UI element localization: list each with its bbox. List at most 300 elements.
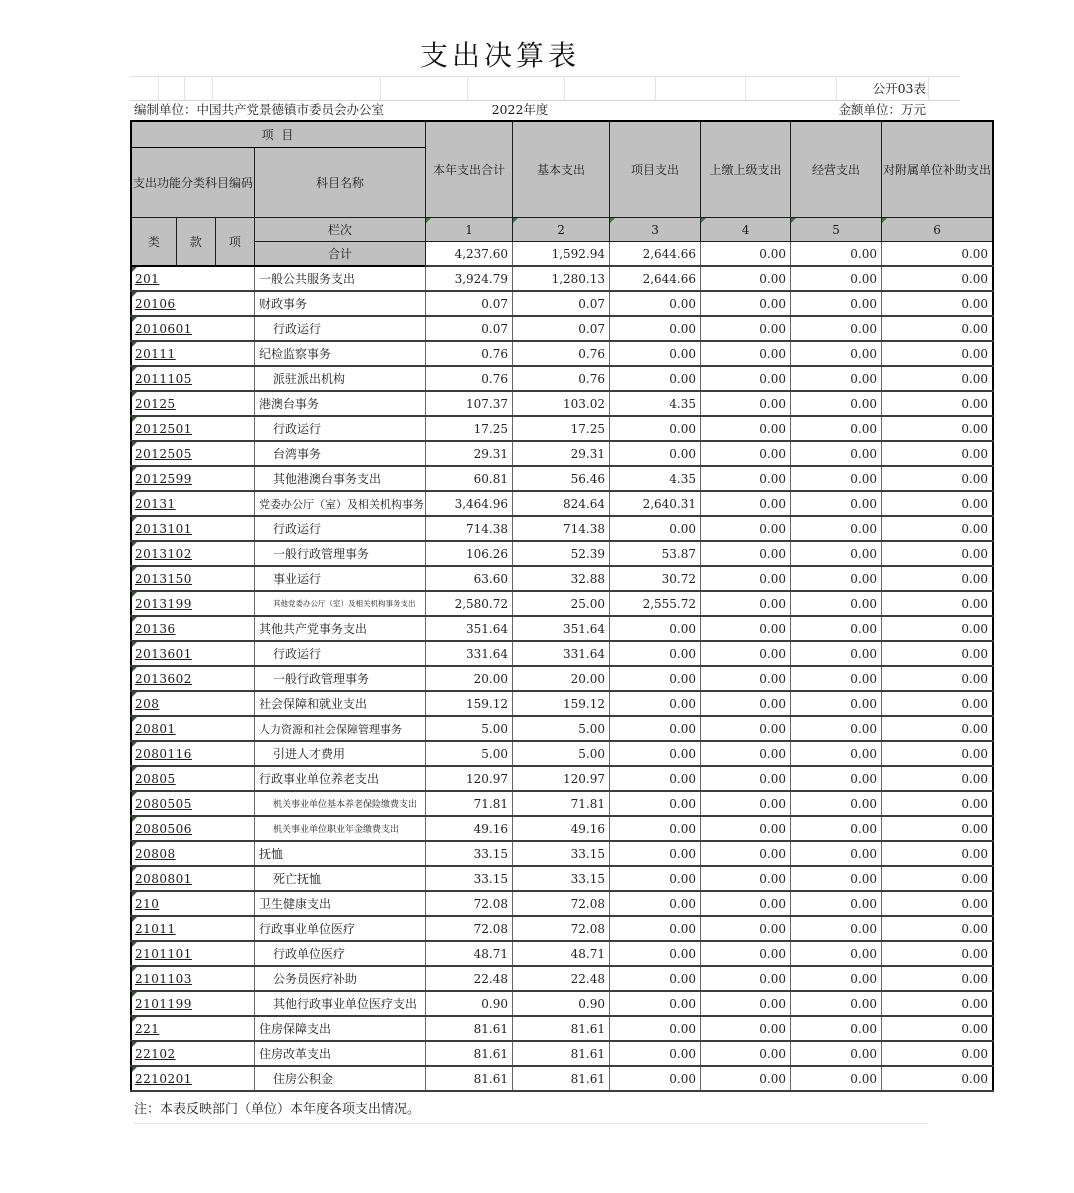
subject-name-cell[interactable]: 其他共产党事务支出 bbox=[255, 616, 426, 641]
code-cell[interactable] bbox=[131, 1066, 255, 1091]
total-value[interactable]: 0.00 bbox=[701, 242, 791, 267]
value-cell[interactable]: 0.00 bbox=[610, 866, 701, 891]
code-cell[interactable] bbox=[131, 341, 255, 366]
value-cell[interactable]: 0.00 bbox=[610, 1016, 701, 1041]
value-cell[interactable]: 0.00 bbox=[610, 441, 701, 466]
value-cell[interactable]: 2,555.72 bbox=[610, 591, 701, 616]
value-cell[interactable]: 0.00 bbox=[882, 616, 994, 641]
value-cell[interactable]: 0.00 bbox=[610, 316, 701, 341]
value-cell[interactable]: 331.64 bbox=[513, 641, 610, 666]
value-cell[interactable]: 714.38 bbox=[426, 516, 513, 541]
code-cell[interactable] bbox=[131, 591, 255, 616]
code-cell[interactable] bbox=[131, 566, 255, 591]
fiscal-year[interactable]: 2022年度 bbox=[491, 102, 549, 117]
value-cell[interactable]: 60.81 bbox=[426, 466, 513, 491]
value-cell[interactable]: 5.00 bbox=[426, 716, 513, 741]
code-cell[interactable] bbox=[131, 466, 255, 491]
value-cell[interactable]: 159.12 bbox=[426, 691, 513, 716]
subject-name-cell[interactable]: 财政事务 bbox=[255, 291, 426, 316]
value-cell[interactable]: 0.00 bbox=[701, 266, 791, 291]
value-cell[interactable]: 0.00 bbox=[610, 366, 701, 391]
subject-name-cell[interactable]: 引进人才费用 bbox=[255, 741, 426, 766]
value-cell[interactable]: 0.00 bbox=[791, 266, 882, 291]
code-cell[interactable] bbox=[131, 491, 255, 516]
value-cell[interactable]: 159.12 bbox=[513, 691, 610, 716]
value-cell[interactable]: 0.00 bbox=[791, 641, 882, 666]
value-cell[interactable]: 0.00 bbox=[701, 741, 791, 766]
value-cell[interactable]: 3,464.96 bbox=[426, 491, 513, 516]
value-cell[interactable]: 0.00 bbox=[791, 291, 882, 316]
value-cell[interactable]: 0.00 bbox=[701, 466, 791, 491]
value-cell[interactable]: 0.00 bbox=[882, 991, 994, 1016]
value-cell[interactable]: 0.00 bbox=[791, 591, 882, 616]
value-cell[interactable]: 0.00 bbox=[882, 866, 994, 891]
value-cell[interactable]: 714.38 bbox=[513, 516, 610, 541]
value-cell[interactable]: 0.00 bbox=[701, 791, 791, 816]
value-cell[interactable]: 0.00 bbox=[791, 541, 882, 566]
value-cell[interactable]: 0.00 bbox=[701, 491, 791, 516]
header-colnum[interactable]: 6 bbox=[882, 218, 994, 242]
value-cell[interactable]: 0.00 bbox=[701, 641, 791, 666]
header-project[interactable]: 项 目 bbox=[131, 121, 426, 148]
value-cell[interactable]: 351.64 bbox=[426, 616, 513, 641]
subject-name-cell[interactable]: 机关事业单位职业年金缴费支出 bbox=[255, 816, 426, 841]
subject-code: 2010601 bbox=[135, 321, 192, 336]
value-cell[interactable]: 56.46 bbox=[513, 466, 610, 491]
value-cell[interactable]: 0.00 bbox=[791, 766, 882, 791]
value-cell[interactable]: 0.00 bbox=[791, 441, 882, 466]
header-colnum[interactable]: 1 bbox=[426, 218, 513, 242]
value-cell[interactable]: 0.00 bbox=[701, 816, 791, 841]
subject-name-cell[interactable]: 公务员医疗补助 bbox=[255, 966, 426, 991]
code-cell[interactable] bbox=[131, 891, 255, 916]
value-cell[interactable]: 71.81 bbox=[426, 791, 513, 816]
value-cell[interactable]: 331.64 bbox=[426, 641, 513, 666]
value-cell[interactable]: 0.07 bbox=[513, 316, 610, 341]
value-cell[interactable]: 0.00 bbox=[791, 616, 882, 641]
value-cell[interactable]: 0.00 bbox=[882, 316, 994, 341]
code-cell[interactable] bbox=[131, 541, 255, 566]
code-cell[interactable] bbox=[131, 641, 255, 666]
subject-name-cell[interactable]: 一般公共服务支出 bbox=[255, 266, 426, 291]
value-cell[interactable]: 0.76 bbox=[426, 366, 513, 391]
code-cell[interactable] bbox=[131, 516, 255, 541]
value-cell[interactable]: 0.00 bbox=[882, 766, 994, 791]
value-cell[interactable]: 1,280.13 bbox=[513, 266, 610, 291]
code-cell[interactable] bbox=[131, 441, 255, 466]
value-cell[interactable]: 0.00 bbox=[882, 691, 994, 716]
value-cell[interactable]: 3,924.79 bbox=[426, 266, 513, 291]
code-cell[interactable] bbox=[131, 416, 255, 441]
value-cell[interactable]: 49.16 bbox=[513, 816, 610, 841]
subject-name-cell[interactable]: 事业运行 bbox=[255, 566, 426, 591]
value-cell[interactable]: 0.00 bbox=[610, 991, 701, 1016]
value-cell[interactable]: 29.31 bbox=[426, 441, 513, 466]
value-cell[interactable]: 0.00 bbox=[791, 966, 882, 991]
value-cell[interactable]: 0.00 bbox=[791, 516, 882, 541]
subject-name-cell[interactable]: 一般行政管理事务 bbox=[255, 541, 426, 566]
value-cell[interactable]: 0.00 bbox=[701, 441, 791, 466]
value-cell[interactable]: 0.00 bbox=[701, 1041, 791, 1066]
value-cell[interactable]: 5.00 bbox=[426, 741, 513, 766]
code-cell[interactable] bbox=[131, 391, 255, 416]
value-cell[interactable]: 0.00 bbox=[610, 416, 701, 441]
value-cell[interactable]: 0.00 bbox=[791, 991, 882, 1016]
value-cell[interactable]: 0.00 bbox=[610, 716, 701, 741]
subject-name-cell[interactable]: 住房保障支出 bbox=[255, 1016, 426, 1041]
total-value[interactable]: 0.00 bbox=[791, 242, 882, 267]
value-cell[interactable]: 72.08 bbox=[426, 891, 513, 916]
value-cell[interactable]: 0.00 bbox=[610, 341, 701, 366]
code-cell[interactable] bbox=[131, 1041, 255, 1066]
subject-name-cell[interactable]: 行政运行 bbox=[255, 316, 426, 341]
value-cell[interactable]: 0.00 bbox=[610, 616, 701, 641]
value-cell[interactable]: 0.00 bbox=[882, 841, 994, 866]
value-cell[interactable]: 0.00 bbox=[701, 841, 791, 866]
total-value[interactable]: 1,592.94 bbox=[513, 242, 610, 267]
value-cell[interactable]: 72.08 bbox=[426, 916, 513, 941]
value-cell[interactable]: 0.07 bbox=[513, 291, 610, 316]
value-cell[interactable]: 0.76 bbox=[513, 341, 610, 366]
code-cell[interactable] bbox=[131, 791, 255, 816]
value-cell[interactable]: 0.00 bbox=[610, 916, 701, 941]
value-cell[interactable]: 120.97 bbox=[426, 766, 513, 791]
subject-name-cell[interactable]: 住房公积金 bbox=[255, 1066, 426, 1091]
value-cell[interactable]: 107.37 bbox=[426, 391, 513, 416]
value-cell[interactable]: 81.61 bbox=[513, 1041, 610, 1066]
value-cell[interactable]: 0.00 bbox=[610, 666, 701, 691]
value-cell[interactable]: 0.00 bbox=[882, 641, 994, 666]
subject-name-cell[interactable]: 台湾事务 bbox=[255, 441, 426, 466]
value-cell[interactable]: 81.61 bbox=[426, 1016, 513, 1041]
code-cell[interactable] bbox=[131, 291, 255, 316]
value-cell[interactable]: 0.00 bbox=[882, 416, 994, 441]
value-cell[interactable]: 2,644.66 bbox=[610, 266, 701, 291]
value-cell[interactable]: 0.00 bbox=[701, 1066, 791, 1091]
subject-name-cell[interactable]: 行政运行 bbox=[255, 416, 426, 441]
value-cell[interactable]: 53.87 bbox=[610, 541, 701, 566]
subject-name-cell[interactable]: 社会保障和就业支出 bbox=[255, 691, 426, 716]
value-cell[interactable]: 0.00 bbox=[882, 666, 994, 691]
value-cell[interactable]: 0.00 bbox=[701, 366, 791, 391]
value-cell[interactable]: 17.25 bbox=[426, 416, 513, 441]
value-cell[interactable]: 0.00 bbox=[610, 841, 701, 866]
value-cell[interactable]: 0.00 bbox=[882, 716, 994, 741]
code-cell[interactable] bbox=[131, 316, 255, 341]
value-cell[interactable]: 824.64 bbox=[513, 491, 610, 516]
header-item[interactable]: 项 bbox=[215, 218, 254, 267]
total-row-label[interactable]: 合计 bbox=[255, 242, 426, 267]
header-func-code[interactable]: 支出功能分类科目编码 bbox=[131, 148, 255, 218]
value-cell[interactable]: 0.00 bbox=[882, 916, 994, 941]
value-cell[interactable]: 0.00 bbox=[791, 891, 882, 916]
subject-name-cell[interactable]: 行政事业单位养老支出 bbox=[255, 766, 426, 791]
code-cell[interactable] bbox=[131, 666, 255, 691]
subject-name-cell[interactable]: 纪检监察事务 bbox=[255, 341, 426, 366]
value-cell[interactable]: 0.00 bbox=[701, 591, 791, 616]
value-cell[interactable]: 0.00 bbox=[701, 716, 791, 741]
value-cell[interactable]: 0.00 bbox=[701, 891, 791, 916]
value-cell[interactable]: 0.00 bbox=[791, 1016, 882, 1041]
table-row bbox=[131, 441, 993, 466]
code-cell[interactable] bbox=[131, 816, 255, 841]
value-cell[interactable]: 0.00 bbox=[882, 941, 994, 966]
value-cell[interactable]: 0.00 bbox=[791, 391, 882, 416]
subject-name-cell[interactable]: 死亡抚恤 bbox=[255, 866, 426, 891]
value-cell[interactable]: 0.00 bbox=[610, 816, 701, 841]
header-colnum[interactable]: 5 bbox=[791, 218, 882, 242]
value-cell[interactable]: 2,640.31 bbox=[610, 491, 701, 516]
subject-name-cell[interactable]: 其他党委办公厅（室）及相关机构事务支出 bbox=[255, 591, 426, 616]
value-cell[interactable]: 4.35 bbox=[610, 466, 701, 491]
header-col-operating[interactable]: 经营支出 bbox=[791, 121, 882, 218]
value-cell[interactable]: 0.00 bbox=[882, 266, 994, 291]
value-cell[interactable]: 0.00 bbox=[701, 766, 791, 791]
value-cell[interactable]: 351.64 bbox=[513, 616, 610, 641]
code-cell[interactable] bbox=[131, 1016, 255, 1041]
subject-name-cell[interactable]: 行政运行 bbox=[255, 516, 426, 541]
value-cell[interactable]: 72.08 bbox=[513, 891, 610, 916]
value-cell[interactable]: 81.61 bbox=[513, 1016, 610, 1041]
value-cell[interactable]: 0.00 bbox=[882, 741, 994, 766]
subject-name-cell[interactable]: 抚恤 bbox=[255, 841, 426, 866]
value-cell[interactable]: 81.61 bbox=[426, 1066, 513, 1091]
code-cell[interactable] bbox=[131, 916, 255, 941]
value-cell[interactable]: 0.00 bbox=[701, 416, 791, 441]
value-cell[interactable]: 0.00 bbox=[610, 791, 701, 816]
value-cell[interactable]: 106.26 bbox=[426, 541, 513, 566]
value-cell[interactable]: 0.00 bbox=[701, 316, 791, 341]
header-lanci[interactable]: 栏次 bbox=[255, 218, 426, 242]
value-cell[interactable]: 33.15 bbox=[426, 866, 513, 891]
value-cell[interactable]: 0.00 bbox=[610, 1066, 701, 1091]
value-cell[interactable]: 22.48 bbox=[426, 966, 513, 991]
value-cell[interactable]: 48.71 bbox=[513, 941, 610, 966]
table-row bbox=[131, 541, 993, 566]
value-cell[interactable]: 0.00 bbox=[791, 1041, 882, 1066]
value-cell[interactable]: 5.00 bbox=[513, 741, 610, 766]
value-cell[interactable]: 0.00 bbox=[882, 541, 994, 566]
header-section[interactable]: 款 bbox=[176, 218, 215, 267]
value-cell[interactable]: 0.00 bbox=[610, 691, 701, 716]
value-cell[interactable]: 0.00 bbox=[610, 941, 701, 966]
code-cell[interactable] bbox=[131, 766, 255, 791]
footnote[interactable]: 注：本表反映部门（单位）本年度各项支出情况。 bbox=[134, 1098, 928, 1124]
value-cell[interactable]: 0.00 bbox=[882, 566, 994, 591]
value-cell[interactable]: 0.00 bbox=[701, 541, 791, 566]
value-cell[interactable]: 0.00 bbox=[791, 316, 882, 341]
value-cell[interactable]: 0.00 bbox=[791, 916, 882, 941]
table-row bbox=[131, 366, 993, 391]
value-cell[interactable]: 0.00 bbox=[882, 591, 994, 616]
value-cell[interactable]: 0.07 bbox=[426, 291, 513, 316]
value-cell[interactable]: 49.16 bbox=[426, 816, 513, 841]
value-cell[interactable]: 0.00 bbox=[701, 666, 791, 691]
value-cell[interactable]: 0.00 bbox=[882, 291, 994, 316]
value-cell[interactable]: 0.00 bbox=[610, 966, 701, 991]
value-cell[interactable]: 0.00 bbox=[791, 341, 882, 366]
value-cell[interactable]: 0.00 bbox=[882, 966, 994, 991]
header-col-upper[interactable]: 上缴上级支出 bbox=[701, 121, 791, 218]
value-cell[interactable]: 0.00 bbox=[791, 366, 882, 391]
subject-name-cell[interactable]: 行政事业单位医疗 bbox=[255, 916, 426, 941]
value-cell[interactable]: 0.00 bbox=[882, 891, 994, 916]
subject-name-cell[interactable]: 卫生健康支出 bbox=[255, 891, 426, 916]
value-cell[interactable]: 0.00 bbox=[882, 1066, 994, 1091]
value-cell[interactable]: 0.00 bbox=[882, 441, 994, 466]
value-cell[interactable]: 0.00 bbox=[701, 941, 791, 966]
value-cell[interactable]: 0.00 bbox=[882, 466, 994, 491]
value-cell[interactable]: 0.00 bbox=[791, 1066, 882, 1091]
value-cell[interactable]: 81.61 bbox=[513, 1066, 610, 1091]
value-cell[interactable]: 30.72 bbox=[610, 566, 701, 591]
value-cell[interactable]: 0.00 bbox=[882, 491, 994, 516]
value-cell[interactable]: 0.00 bbox=[701, 616, 791, 641]
value-cell[interactable]: 0.00 bbox=[610, 741, 701, 766]
value-cell[interactable]: 22.48 bbox=[513, 966, 610, 991]
total-value[interactable]: 4,237.60 bbox=[426, 242, 513, 267]
code-cell[interactable] bbox=[131, 991, 255, 1016]
value-cell[interactable]: 0.00 bbox=[701, 391, 791, 416]
amount-unit[interactable]: 金额单位：万元 bbox=[838, 102, 926, 117]
value-cell[interactable]: 0.00 bbox=[791, 491, 882, 516]
value-cell[interactable]: 120.97 bbox=[513, 766, 610, 791]
value-cell[interactable]: 0.00 bbox=[610, 766, 701, 791]
value-cell[interactable]: 0.00 bbox=[791, 841, 882, 866]
value-cell[interactable]: 0.00 bbox=[791, 566, 882, 591]
value-cell[interactable]: 0.00 bbox=[882, 1041, 994, 1066]
value-cell[interactable]: 0.00 bbox=[610, 891, 701, 916]
subject-name-cell[interactable]: 其他港澳台事务支出 bbox=[255, 466, 426, 491]
subject-name-cell[interactable]: 人力资源和社会保障管理事务 bbox=[255, 716, 426, 741]
value-cell[interactable]: 0.00 bbox=[791, 791, 882, 816]
header-colnum[interactable]: 4 bbox=[701, 218, 791, 242]
code-cell[interactable] bbox=[131, 841, 255, 866]
code-cell[interactable] bbox=[131, 691, 255, 716]
value-cell[interactable]: 33.15 bbox=[513, 866, 610, 891]
value-cell[interactable]: 81.61 bbox=[426, 1041, 513, 1066]
value-cell[interactable]: 0.76 bbox=[426, 341, 513, 366]
value-cell[interactable]: 0.00 bbox=[701, 566, 791, 591]
header-colnum[interactable]: 3 bbox=[610, 218, 701, 242]
value-cell[interactable]: 0.00 bbox=[882, 366, 994, 391]
subject-name-cell[interactable]: 其他行政事业单位医疗支出 bbox=[255, 991, 426, 1016]
value-cell[interactable]: 0.00 bbox=[610, 1041, 701, 1066]
value-cell[interactable]: 0.00 bbox=[882, 1016, 994, 1041]
value-cell[interactable]: 0.00 bbox=[791, 941, 882, 966]
subject-name-cell[interactable]: 港澳台事务 bbox=[255, 391, 426, 416]
value-cell[interactable]: 0.00 bbox=[791, 466, 882, 491]
preparing-unit[interactable]: 编制单位：中国共产党景德镇市委员会办公室 bbox=[134, 102, 385, 117]
value-cell[interactable]: 0.00 bbox=[882, 816, 994, 841]
value-cell[interactable]: 2,580.72 bbox=[426, 591, 513, 616]
value-cell[interactable]: 0.00 bbox=[791, 716, 882, 741]
value-cell[interactable]: 0.00 bbox=[701, 691, 791, 716]
total-value[interactable]: 0.00 bbox=[882, 242, 994, 267]
header-col-subsidy[interactable]: 对附属单位补助支出 bbox=[882, 121, 994, 218]
doc-number[interactable]: 公开03表 bbox=[872, 81, 926, 96]
value-cell[interactable]: 0.00 bbox=[610, 291, 701, 316]
subject-name-cell[interactable]: 党委办公厅（室）及相关机构事务 bbox=[255, 491, 426, 516]
value-cell[interactable]: 52.39 bbox=[513, 541, 610, 566]
subject-name-cell[interactable]: 机关事业单位基本养老保险缴费支出 bbox=[255, 791, 426, 816]
code-cell[interactable] bbox=[131, 366, 255, 391]
header-class[interactable]: 类 bbox=[131, 218, 176, 267]
value-cell[interactable]: 32.88 bbox=[513, 566, 610, 591]
table-row bbox=[131, 491, 993, 516]
value-cell[interactable]: 0.00 bbox=[701, 341, 791, 366]
value-cell[interactable]: 0.00 bbox=[701, 991, 791, 1016]
subject-name-cell[interactable]: 派驻派出机构 bbox=[255, 366, 426, 391]
value-cell[interactable]: 0.00 bbox=[882, 791, 994, 816]
subject-name-cell[interactable]: 住房改革支出 bbox=[255, 1041, 426, 1066]
value-cell[interactable]: 29.31 bbox=[513, 441, 610, 466]
value-cell[interactable]: 0.00 bbox=[701, 516, 791, 541]
value-cell[interactable]: 0.00 bbox=[701, 1016, 791, 1041]
value-cell[interactable]: 0.00 bbox=[882, 516, 994, 541]
code-cell[interactable] bbox=[131, 716, 255, 741]
code-cell[interactable] bbox=[131, 616, 255, 641]
value-cell[interactable]: 0.00 bbox=[882, 391, 994, 416]
value-cell[interactable]: 0.00 bbox=[791, 416, 882, 441]
header-col-project-exp[interactable]: 项目支出 bbox=[610, 121, 701, 218]
value-cell[interactable]: 0.00 bbox=[610, 641, 701, 666]
header-colnum[interactable]: 2 bbox=[513, 218, 610, 242]
value-cell[interactable]: 0.90 bbox=[513, 991, 610, 1016]
value-cell[interactable]: 0.00 bbox=[791, 741, 882, 766]
value-cell[interactable]: 0.00 bbox=[791, 666, 882, 691]
code-cell[interactable] bbox=[131, 266, 255, 291]
header-col-basic[interactable]: 基本支出 bbox=[513, 121, 610, 218]
header-col-total[interactable]: 本年支出合计 bbox=[426, 121, 513, 218]
value-cell[interactable]: 0.07 bbox=[426, 316, 513, 341]
value-cell[interactable]: 33.15 bbox=[426, 841, 513, 866]
code-cell[interactable] bbox=[131, 941, 255, 966]
value-cell[interactable]: 17.25 bbox=[513, 416, 610, 441]
value-cell[interactable]: 0.00 bbox=[701, 916, 791, 941]
value-cell[interactable]: 0.00 bbox=[791, 866, 882, 891]
value-cell[interactable]: 0.00 bbox=[882, 341, 994, 366]
value-cell[interactable]: 71.81 bbox=[513, 791, 610, 816]
value-cell[interactable]: 0.00 bbox=[701, 966, 791, 991]
value-cell[interactable]: 20.00 bbox=[513, 666, 610, 691]
value-cell[interactable]: 0.00 bbox=[791, 691, 882, 716]
value-cell[interactable]: 0.00 bbox=[701, 866, 791, 891]
value-cell[interactable]: 103.02 bbox=[513, 391, 610, 416]
value-cell[interactable]: 5.00 bbox=[513, 716, 610, 741]
subject-name-cell[interactable]: 行政单位医疗 bbox=[255, 941, 426, 966]
value-cell[interactable]: 0.00 bbox=[610, 516, 701, 541]
value-cell[interactable]: 0.00 bbox=[701, 291, 791, 316]
code-cell[interactable] bbox=[131, 966, 255, 991]
value-cell[interactable]: 4.35 bbox=[610, 391, 701, 416]
value-cell[interactable]: 0.76 bbox=[513, 366, 610, 391]
value-cell[interactable]: 48.71 bbox=[426, 941, 513, 966]
value-cell[interactable]: 25.00 bbox=[513, 591, 610, 616]
value-cell[interactable]: 0.00 bbox=[791, 816, 882, 841]
code-cell[interactable] bbox=[131, 741, 255, 766]
value-cell[interactable]: 63.60 bbox=[426, 566, 513, 591]
subject-name-cell[interactable]: 一般行政管理事务 bbox=[255, 666, 426, 691]
header-subject-name[interactable]: 科目名称 bbox=[255, 148, 426, 218]
subject-name-cell[interactable]: 行政运行 bbox=[255, 641, 426, 666]
total-value[interactable]: 2,644.66 bbox=[610, 242, 701, 267]
value-cell[interactable]: 0.90 bbox=[426, 991, 513, 1016]
value-cell[interactable]: 72.08 bbox=[513, 916, 610, 941]
value-cell[interactable]: 20.00 bbox=[426, 666, 513, 691]
code-cell[interactable] bbox=[131, 866, 255, 891]
value-cell[interactable]: 33.15 bbox=[513, 841, 610, 866]
